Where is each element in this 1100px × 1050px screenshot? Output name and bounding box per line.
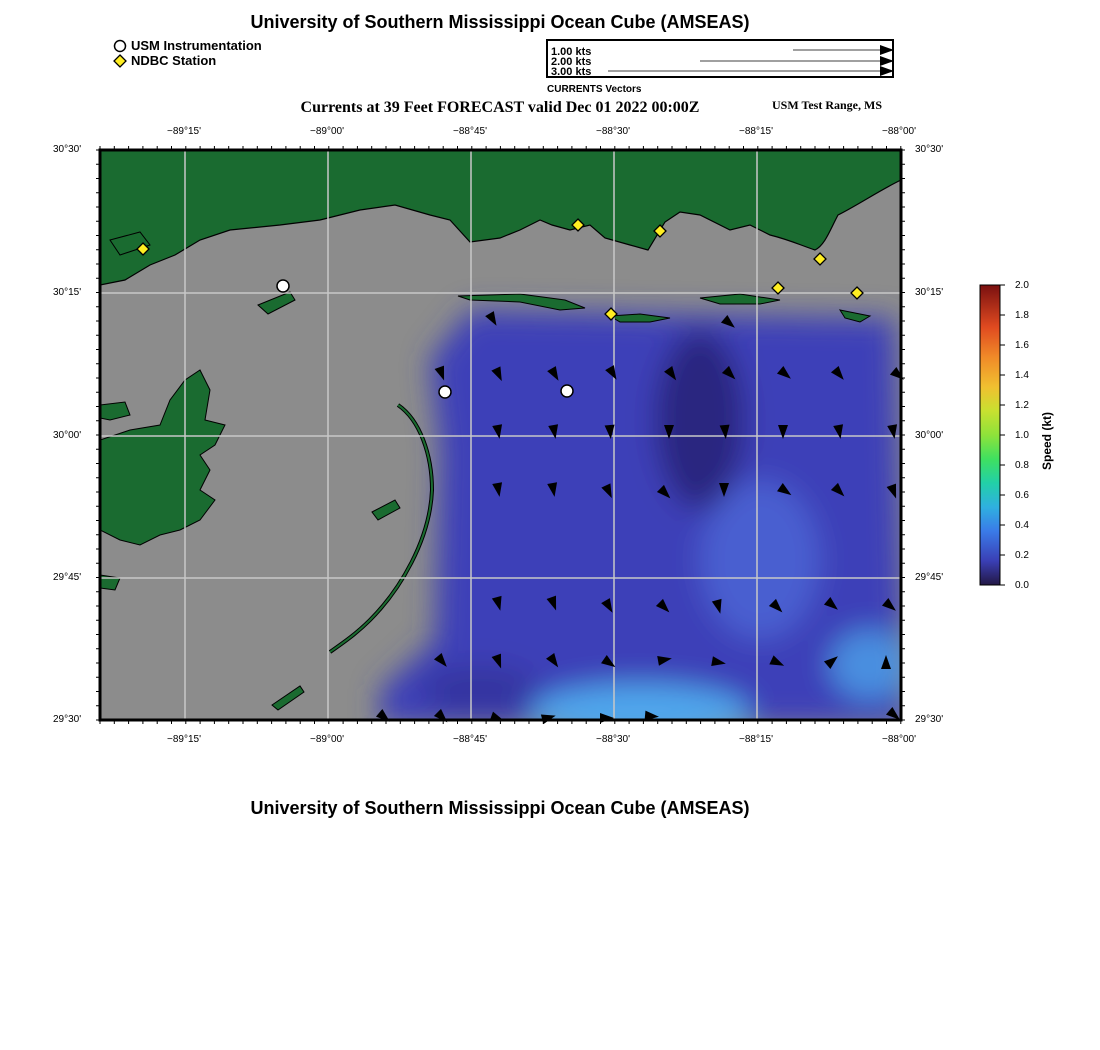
vector-key-2: 2.00 kts <box>551 56 592 68</box>
lon-tick-top: −88°30' <box>596 126 630 137</box>
lon-tick-top: −88°00' <box>882 126 916 137</box>
lon-tick-bottom: −89°15' <box>167 734 201 745</box>
colorbar-tick: 1.2 <box>1015 400 1029 411</box>
range-label: USM Test Range, MS <box>772 98 883 112</box>
current-speed-field <box>380 310 910 740</box>
lat-tick-left: 30°30' <box>53 144 82 155</box>
lon-tick-top: −89°15' <box>167 126 201 137</box>
colorbar-tick: 1.6 <box>1015 340 1029 351</box>
colorbar-tick: 0.4 <box>1015 520 1029 531</box>
lon-tick-top: −88°15' <box>739 126 773 137</box>
bottom-title: University of Southern Mississippi Ocean Cube (AMSEAS) <box>250 798 750 818</box>
colorbar-title: Speed (kt) <box>1040 411 1054 470</box>
map-title: University of Southern Mississippi Ocean Cube (AMSEAS) <box>250 12 750 32</box>
colorbar-tick: 0.8 <box>1015 460 1029 471</box>
colorbar-tick: 0.0 <box>1015 580 1029 591</box>
vector-key-title: CURRENTS Vectors <box>547 84 642 95</box>
lat-tick-left: 30°15' <box>53 287 82 298</box>
colorbar-tick: 1.4 <box>1015 370 1029 381</box>
colorbar-tick: 1.8 <box>1015 310 1029 321</box>
lon-tick-bottom: −88°15' <box>739 734 773 745</box>
legend-ndbc-label: NDBC Station <box>131 53 217 68</box>
speed-colorbar <box>975 280 1015 592</box>
lat-tick-left: 30°00' <box>53 430 82 441</box>
lat-tick-right: 30°30' <box>915 144 944 155</box>
lon-tick-bottom: −88°30' <box>596 734 630 745</box>
colorbar-tick: 1.0 <box>1015 430 1029 441</box>
lat-tick-left: 29°45' <box>53 572 82 583</box>
colorbar-tick: 0.6 <box>1015 490 1029 501</box>
usm-station-marker[interactable] <box>439 386 451 398</box>
vector-key-1: 1.00 kts <box>551 46 592 58</box>
lat-tick-right: 29°45' <box>915 572 944 583</box>
lon-tick-bottom: −88°45' <box>453 734 487 745</box>
lat-tick-right: 30°00' <box>915 430 944 441</box>
colorbar-tick: 2.0 <box>1015 280 1029 291</box>
lon-tick-bottom: −88°00' <box>882 734 916 745</box>
colorbar-tick: 0.2 <box>1015 550 1029 561</box>
lat-tick-right: 30°15' <box>915 287 944 298</box>
usm-station-marker[interactable] <box>561 385 573 397</box>
map-subtitle: Currents at 39 Feet FORECAST valid Dec 01 2022 00:00Z <box>300 99 700 116</box>
lat-tick-right: 29°30' <box>915 714 944 725</box>
lon-tick-bottom: −89°00' <box>310 734 344 745</box>
lon-tick-top: −89°00' <box>310 126 344 137</box>
usm-station-marker[interactable] <box>277 280 289 292</box>
vector-key-3: 3.00 kts <box>551 66 592 78</box>
lat-tick-left: 29°30' <box>53 714 82 725</box>
legend-usm-label: USM Instrumentation <box>131 38 262 53</box>
lon-tick-top: −88°45' <box>453 126 487 137</box>
